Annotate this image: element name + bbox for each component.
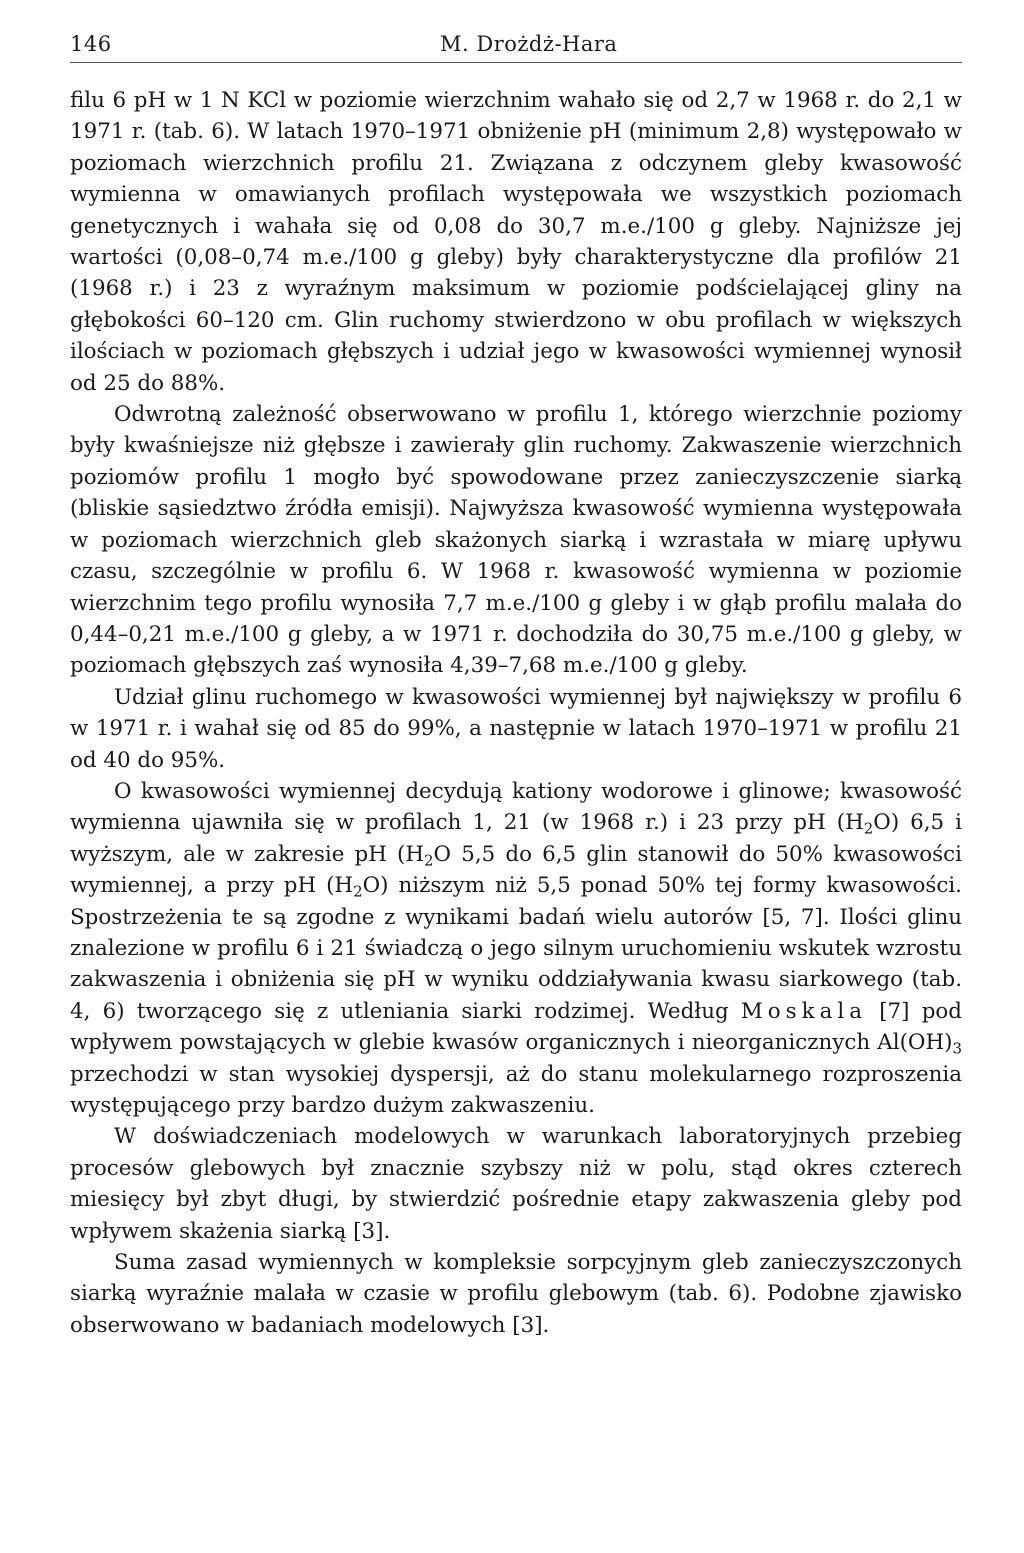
paragraph-3 [70,682,962,776]
paragraph-text: Udział glinu ruchomego w kwasowości wymiennej był największy w profilu 6 w 1971 r. i wahał się od 85 do 99%, a następnie w latach 1970–1971 w profilu 21 od 40 do 95%. [70,684,962,773]
subscript: 3 [952,1039,962,1058]
paragraph-text: Suma zasad wymiennych w kompleksie sorpcyjnym gleb zanieczyszczonych siarką wyraźnie malała w czasie w profilu glebowym (tab. 6). Podobne zjawisko obserwowano w badaniach modelowych [3]. [70,1250,962,1338]
paragraph-text: [7] pod wpływem powstających w glebie kwasów organicznych i nieorganicznych Al(OH) [70,998,962,1056]
document-page [70,32,962,1341]
page-header [70,32,962,63]
author-name-spaced: Moskala [740,998,867,1024]
paragraph-text: W doświadczeniach modelowych w warunkach laboratoryjnych przebieg procesów glebowych był znacznie szybszy niż w polu, stąd okres czterech miesięcy był zbyt długi, by stwierdzić pośrednie etapy zakwaszenia gleby pod wpływem skażenia siarką [3]. [70,1124,962,1244]
paragraph-text: O) niższym niż 5,5 ponad 50% tej formy kwasowości. Spostrzeżenia te są zgodne z wynikami badań wielu autorów [5, 7]. Ilości glinu znalezione w profilu 6 i 21 świadczą o jego silnym uruchomieniu wskutek wzrostu zakwaszenia i obniżenia się pH w wyniku oddziaływania kwasu siarkowego (tab. 4, 6) tworzącego się z utleniania siarki rodzimej. Według [70,873,962,1024]
subscript: 2 [424,851,434,870]
paragraph-1 [70,85,962,399]
paragraph-text: Odwrotną zależność obserwowano w profilu 1, którego wierzchnie poziomy były kwaśniejsze niż głębsze i zawierały glin ruchomy. Zakwaszenie wierzchnich poziomów profilu 1 mogło być spowodowane przez zanieczyszczenie siarką (bliskie sąsiedztwo źródła emisji). Najwyższa kwasowość wymienna występowała w poziomach wierzchnich gleb skażonych siarką i wzrastała w miarę upływu czasu, szczególnie w profilu 6. W 1968 r. kwasowość wymienna w poziomie wierzchnim tego profilu wynosiła 7,7 m.e./100 g gleby i w głąb profilu malała do 0,44–0,21 m.e./100 g gleby, a w 1971 r. dochodziła do 30,75 m.e./100 g gleby, w poziomach głębszych zaś wynosiła 4,39–7,68 m.e./100 g gleby. [70,402,962,679]
paragraph-text: filu 6 pH w 1 N KCl w poziomie wierzchnim wahało się od 2,7 w 1968 r. do 2,1 w 1971 r. (tab. 6). W latach 1970–1971 obniżenie pH (minimum 2,8) występowało w poziomach wierzchnich profilu 21. Związana z odczynem gleby kwasowość wymienna w omawianych profilach występowała we wszystkich poziomach genetycznych i wahała się od 0,08 do 30,7 m.e./100 g gleby. Najniższe jej wartości (0,08–0,74 m.e./100 g gleby) były charakterystyczne dla profilów 21 (1968 r.) i 23 z wyraźnym maksimum w poziomie podścielającej gliny na głębokości 60–120 cm. Glin ruchomy stwierdzono w obu profilach w większych ilościach w poziomach głębszych i udział jego w kwasowości wymiennej wynosił od 25 do 88%. [70,88,962,396]
paragraph-text: przechodzi w stan wysokiej dyspersji, aż do stanu molekularnego rozproszenia występującego przy bardzo dużym zakwaszeniu. [70,1061,962,1118]
paragraph-5 [70,1121,962,1247]
paragraph-text: O) 6,5 i wyższym, ale w zakresie pH (H [70,810,963,867]
subscript: 2 [353,882,363,901]
subscript: 2 [863,819,874,838]
page-number: 146 [70,32,112,56]
paragraph-4 [70,776,962,1121]
paragraph-6 [70,1247,962,1341]
paragraph-text: O 5,5 do 6,5 glin stanowił do 50% kwasowości wymiennej, a przy pH (H [70,841,962,899]
body-text [70,85,962,1341]
running-head: M. Drożdż-Hara [440,32,618,56]
paragraph-text: O kwasowości wymiennej decydują kationy wodorowe i glinowe; kwasowość wymienna ujawniła się w profilach 1, 21 (w 1968 r.) i 23 przy pH (H [70,778,962,836]
paragraph-2 [70,399,962,682]
